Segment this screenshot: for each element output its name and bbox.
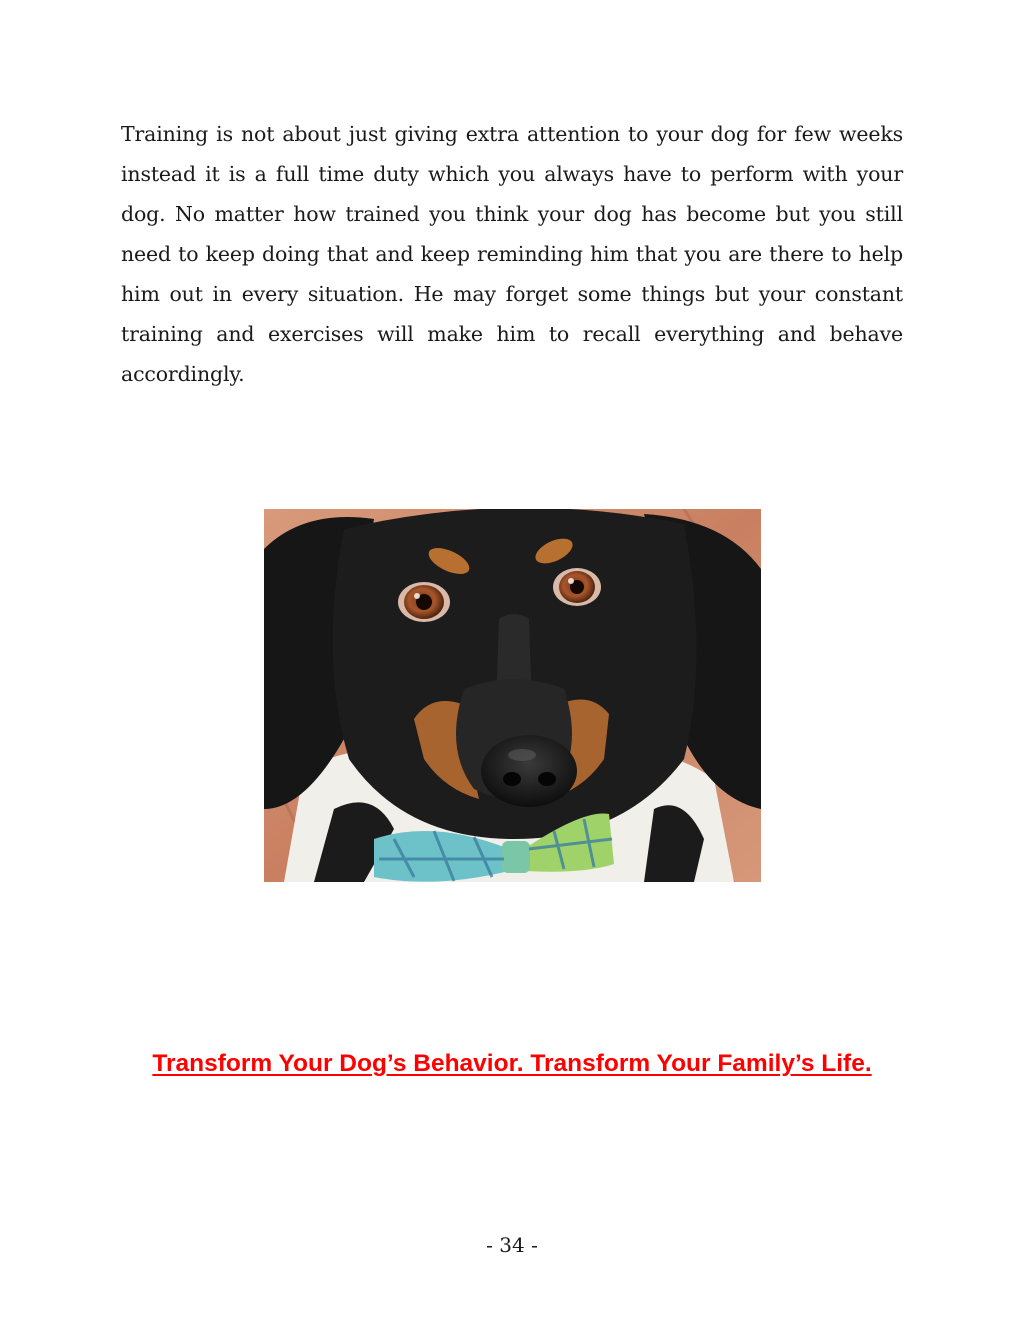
page-number: - 34 -: [486, 1233, 538, 1257]
promo-link[interactable]: Transform Your Dog’s Behavior. Transform Your Family’s Life.: [152, 1050, 872, 1077]
dog-photo: [264, 509, 761, 882]
body-paragraph: Training is not about just giving extra attention to your dog for few weeks instead it is a full time duty which you always have to perform with your dog. No matter how trained you think your dog has become but you still need to keep doing that and keep reminding him that you are there to help him out in every situation. He may forget some things but your constant training and exercises will make him to recall everything and behave accordingly.: [121, 122, 903, 386]
